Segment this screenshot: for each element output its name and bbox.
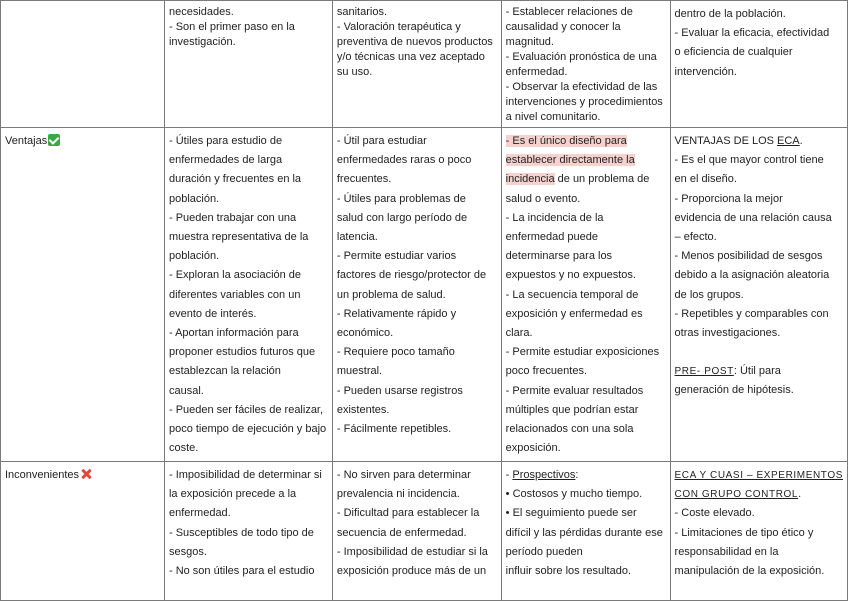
prospective-heading: Prospectivos bbox=[512, 469, 576, 481]
text-line: - Relativamente rápido y bbox=[336, 307, 457, 320]
text-line: otras investigaciones. bbox=[674, 327, 781, 340]
text-line: - Permite evaluar resultados bbox=[505, 384, 644, 397]
table-row-objectives bbox=[1, 1, 848, 128]
text-line: muestral. bbox=[336, 365, 383, 378]
text-line: - La incidencia de la bbox=[505, 211, 604, 224]
text-line: económico. bbox=[336, 327, 394, 340]
text-line: un problema de salud. bbox=[336, 288, 446, 301]
text-line: - Limitaciones de tipo ético y bbox=[674, 526, 814, 539]
cell-r1-c2 bbox=[332, 128, 501, 462]
text-line: sanitarios. bbox=[336, 6, 388, 18]
row-label-cell bbox=[1, 1, 165, 128]
cell-r2-c3: - Prospectivos: • Costosos y mucho tiempo. • El seguimiento puede ser difícil y las pérdidas durante ese período pueden influir sobre los resultado. bbox=[501, 462, 670, 601]
text-line: - No sirven para determinar bbox=[336, 469, 471, 481]
text-line: - Proporciona la mejor bbox=[674, 192, 783, 205]
text-line: expuestos y no expuestos. bbox=[505, 269, 636, 282]
text-line: la exposición precede a la bbox=[168, 488, 297, 501]
text-line: - Evaluación pronóstica de una bbox=[505, 51, 657, 63]
text-line: población. bbox=[168, 250, 220, 263]
text-line: influir sobre los resultado. bbox=[505, 565, 632, 578]
text-line: • Costosos y mucho tiempo. bbox=[505, 488, 643, 501]
text-line: o eficiencia de cualquier bbox=[674, 46, 793, 59]
text-line: evento de interés. bbox=[168, 307, 257, 320]
row-label-text: Ventajas bbox=[5, 135, 48, 147]
text-line: coste. bbox=[168, 442, 199, 455]
text-line: de los grupos. bbox=[674, 288, 744, 301]
text-line: exposición produce más de un bbox=[336, 565, 487, 578]
text-line: - Permite estudiar exposiciones bbox=[505, 346, 660, 359]
cohort-disadvantages-list bbox=[506, 485, 666, 581]
text-line: - Establecer relaciones de bbox=[505, 6, 633, 18]
cell-r1-c1 bbox=[164, 128, 332, 462]
text-line: causalidad y conocer la bbox=[505, 21, 621, 33]
text-line: - Menos posibilidad de sesgos bbox=[674, 250, 823, 263]
highlighted-text: - Es el único diseño para bbox=[505, 135, 627, 147]
text-line: - No son útiles para el estudio bbox=[168, 565, 315, 578]
eca-disadvantages-list bbox=[675, 504, 843, 581]
text-line: prevalencia ni incidencia. bbox=[336, 488, 460, 501]
text-line: - Evaluar la eficacia, efectividad bbox=[674, 27, 830, 40]
text-line: proponer estudios futuros que bbox=[168, 346, 316, 359]
text-line: difícil y las pérdidas durante ese bbox=[505, 526, 663, 539]
row-label-ventajas bbox=[1, 128, 165, 462]
text-line: enfermedad puede bbox=[505, 231, 599, 244]
eca-advantages-list bbox=[675, 151, 843, 343]
text-line: exposición. bbox=[505, 442, 561, 455]
text-line: - Imposibilidad de estudiar si la bbox=[336, 545, 488, 558]
table-row-ventajas bbox=[1, 128, 848, 462]
cell-r2-c4: ECA Y CUASI – EXPERIMENTOS CON GRUPO CONTROL. - Coste elevado. - Limitaciones de tipo ético y responsabilidad en la manipulación de la exposición. bbox=[670, 462, 847, 601]
text-line: manipulación de la exposición. bbox=[674, 565, 825, 578]
cohort-advantages-list bbox=[506, 190, 666, 459]
text-line: • El seguimiento puede ser bbox=[505, 507, 637, 520]
text-line: - Repetibles y comparables con bbox=[674, 307, 829, 320]
text-line: - Susceptibles de todo tipo de bbox=[168, 526, 314, 539]
text-line: - Pueden ser fáciles de realizar, bbox=[168, 403, 324, 416]
text-line: latencia. bbox=[336, 231, 378, 244]
cell-r1-c3: - Es el único diseño para establecer directamente la incidencia de un problema de salud o evento. - La incidencia de la enfermedad puede determinarse para los expuestos y no expuestos. - La secuencia temporal de exposición y enfermedad es clara. - Permite estudiar exposiciones poco frecuentes. - Permite evaluar resultados múltiples que podrían estar relacionados con una sola exposición. bbox=[501, 128, 670, 462]
text-line: enfermedad. bbox=[505, 66, 568, 78]
text-line: enfermedades de larga bbox=[168, 154, 283, 167]
text-line: múltiples que podrían estar bbox=[505, 403, 639, 416]
text-line: enfermedades raras o poco bbox=[336, 154, 472, 167]
text-line: secuencia de enfermedad. bbox=[336, 526, 467, 539]
cell-r1-c4: VENTAJAS DE LOS ECA. - Es el que mayor control tiene en el diseño. - Proporciona la mejor evidencia de una relación causa – efecto. - Menos posibilidad de sesgos debido a la asignación aleatoria de los grupos. - Repetibles y comparables con otras investigaciones. PRE- POST: Útil para generación de hipótesis. bbox=[670, 128, 847, 462]
text-line: establezcan la relación bbox=[168, 365, 281, 378]
text-line: y/o técnicas una vez aceptado bbox=[336, 51, 485, 63]
text-line: existentes. bbox=[336, 403, 390, 416]
text-line: magnitud. bbox=[505, 36, 554, 48]
text-line: - Observar la efectividad de las bbox=[505, 81, 658, 93]
text-line: intervención. bbox=[674, 65, 737, 78]
text-line: clara. bbox=[505, 327, 533, 340]
text-line: diferentes variables con un bbox=[168, 288, 301, 301]
cell-r0-c1 bbox=[164, 1, 332, 128]
eca-cuasi-heading: ECA Y CUASI – EXPERIMENTOS bbox=[674, 470, 843, 481]
text-line: sesgos. bbox=[168, 545, 207, 558]
check-mark-icon bbox=[48, 134, 60, 146]
text-line: - Útil para estudiar bbox=[336, 135, 427, 147]
text-line: preventiva de nuevos productos bbox=[336, 36, 493, 48]
text-line: frecuentes. bbox=[336, 173, 392, 186]
text-line: evidencia de una relación causa bbox=[674, 211, 832, 224]
highlighted-text: incidencia bbox=[505, 173, 555, 186]
text-line: - Es el que mayor control tiene bbox=[674, 154, 824, 167]
highlighted-text: establecer directamente la bbox=[505, 154, 635, 167]
text-line: en el diseño. bbox=[674, 173, 737, 186]
text-line: factores de riesgo/protector de bbox=[336, 269, 487, 282]
text-line: dentro de la población. bbox=[674, 8, 786, 20]
text-line: - Pueden usarse registros bbox=[336, 384, 463, 397]
text-line: - Permite estudiar varios bbox=[336, 250, 457, 263]
text-line: - Requiere poco tamaño bbox=[336, 346, 455, 359]
text-line: – efecto. bbox=[674, 231, 717, 244]
text-line: - La secuencia temporal de bbox=[505, 288, 639, 301]
text-line: debido a la asignación aleatoria bbox=[674, 269, 830, 282]
text-line: responsabilidad en la bbox=[674, 545, 779, 558]
cell-r0-c2 bbox=[332, 1, 501, 128]
text-line: su uso. bbox=[336, 66, 373, 78]
text-line: duración y frecuentes en la bbox=[168, 173, 302, 186]
text-line: poco frecuentes. bbox=[505, 365, 588, 378]
row-label-inconvenientes bbox=[1, 462, 165, 601]
text-line: - Imposibilidad de determinar si bbox=[168, 469, 322, 481]
text-line: a nivel comunitario. bbox=[505, 111, 601, 123]
text-line: intervenciones y procedimientos bbox=[505, 96, 663, 108]
text-line: - Aportan información para bbox=[168, 327, 299, 340]
text-line: población. bbox=[168, 192, 220, 205]
text-line: - Valoración terapéutica y bbox=[336, 21, 461, 33]
text-line: - Útiles para estudio de bbox=[168, 135, 283, 147]
text-line: - Fácilmente repetibles. bbox=[336, 423, 452, 436]
text-line: determinarse para los bbox=[505, 250, 613, 263]
table-row-inconvenientes bbox=[1, 462, 848, 601]
text-line: - Son el primer paso en la bbox=[168, 21, 295, 33]
text-line: causal. bbox=[168, 384, 204, 397]
cell-r2-c1 bbox=[164, 462, 332, 601]
text-line: salud o evento. bbox=[505, 192, 581, 205]
text-line: salud con largo período de bbox=[336, 211, 468, 224]
row-label-text: Inconvenientes bbox=[5, 469, 79, 481]
text-line: - Coste elevado. bbox=[674, 507, 755, 520]
eca-heading: VENTAJAS DE LOS ECA. bbox=[674, 135, 803, 147]
text-line: investigación. bbox=[168, 36, 236, 48]
text-line: relacionados con una sola bbox=[505, 423, 634, 436]
pre-post-line: PRE- POST: Útil para bbox=[674, 365, 781, 378]
text-line: poco tiempo de ejecución y bajo bbox=[168, 423, 327, 436]
cell-r2-c2 bbox=[332, 462, 501, 601]
text-line: período pueden bbox=[505, 545, 583, 558]
text-line: - Pueden trabajar con una bbox=[168, 211, 297, 224]
text-line: - Dificultad para establecer la bbox=[336, 507, 480, 520]
text-line: muestra representativa de la bbox=[168, 231, 309, 244]
cross-mark-icon bbox=[80, 468, 92, 480]
text-line: enfermedad. bbox=[168, 507, 231, 520]
text-line: exposición y enfermedad es bbox=[505, 307, 643, 320]
cell-r0-c3 bbox=[501, 1, 670, 128]
text-line: - Exploran la asociación de bbox=[168, 269, 302, 282]
cell-r0-c4 bbox=[670, 1, 847, 128]
text-line: necesidades. bbox=[168, 6, 234, 18]
text-line: - Útiles para problemas de bbox=[336, 192, 466, 205]
